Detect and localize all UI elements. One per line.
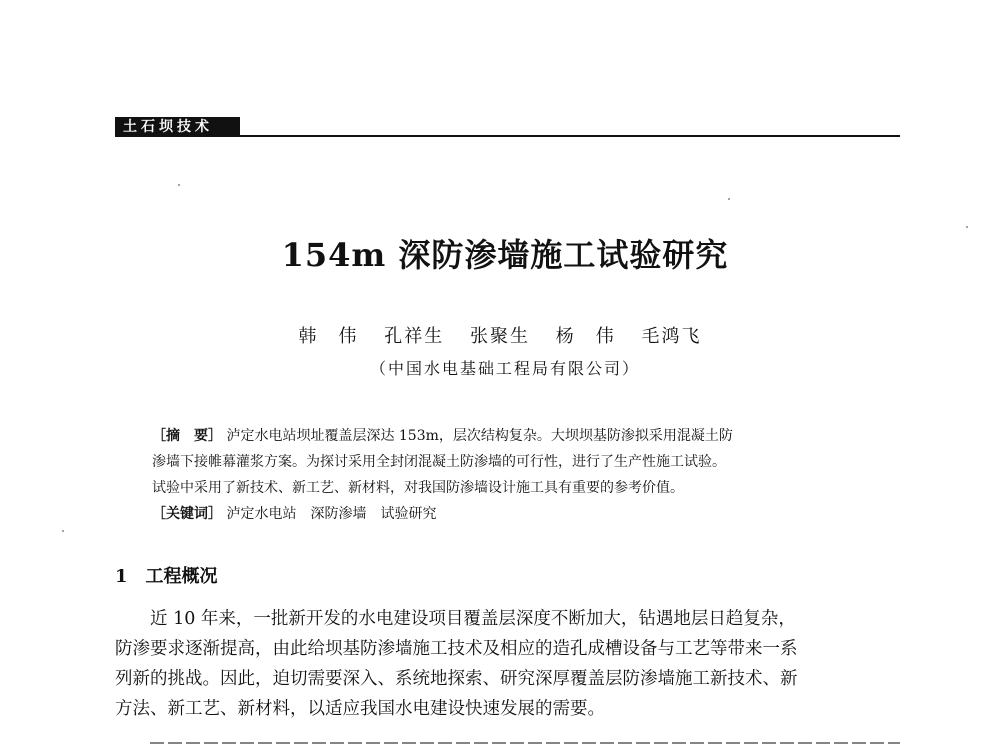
abstract-line: 试验中采用了新技术、新工艺、新材料，对我国防渗墙设计施工具有重要的参考价值。 bbox=[152, 480, 684, 496]
paper-title: 154m 深防渗墙施工试验研究 bbox=[281, 236, 729, 274]
author: 杨 伟 bbox=[555, 326, 616, 347]
author: 张聚生 bbox=[470, 326, 530, 347]
scan-speck bbox=[178, 184, 180, 186]
abstract-line: 渗墙下接帷幕灌浆方案。为探讨采用全封闭混凝土防渗墙的可行性，进行了生产性施工试验。 bbox=[152, 454, 726, 470]
section-body bbox=[115, 604, 905, 724]
scan-speck bbox=[62, 530, 64, 532]
author-list bbox=[0, 322, 1000, 348]
section-title: 工程概况 bbox=[145, 566, 218, 587]
author: 毛鸿飞 bbox=[641, 326, 702, 347]
scan-speck bbox=[728, 198, 730, 200]
section-heading bbox=[115, 562, 218, 588]
scan-speck bbox=[966, 226, 968, 228]
keywords-line bbox=[152, 501, 872, 527]
abstract-block bbox=[152, 423, 872, 527]
section-tag bbox=[115, 117, 240, 137]
author: 孔祥生 bbox=[384, 326, 445, 347]
section-number: 1 bbox=[115, 566, 128, 587]
body-line: 防渗要求逐渐提高，由此给坝基防渗墙施工技术及相应的造孔成槽设备与工艺等带来一系 bbox=[115, 639, 798, 659]
section-tag-label: 土石坝技术 bbox=[123, 119, 213, 135]
keywords-label: ［关键词］ bbox=[152, 506, 222, 522]
header-rule bbox=[238, 135, 900, 137]
body-line: 列新的挑战。因此，迫切需要深入、系统地探索、研究深厚覆盖层防渗墙施工新技术、新 bbox=[115, 669, 798, 689]
keywords-text: 泸定水电站 深防渗墙 试验研究 bbox=[226, 506, 437, 522]
abstract-line bbox=[152, 423, 872, 449]
abstract-label: ［摘 要］ bbox=[152, 428, 222, 444]
cutoff-next-line bbox=[150, 738, 900, 745]
body-line: 方法、新工艺、新材料，以适应我国水电建设快速发展的需要。 bbox=[115, 699, 605, 719]
body-line: 近 10 年来，一批新开发的水电建设项目覆盖层深度不断加大，钻遇地层日趋复杂， bbox=[150, 609, 796, 629]
abstract-text: 泸定水电站坝址覆盖层深达 153m，层次结构复杂。大坝坝基防渗拟采用混凝土防 bbox=[226, 428, 733, 444]
author: 韩 伟 bbox=[298, 326, 359, 347]
affiliation: （中国水电基础工程局有限公司） bbox=[369, 359, 640, 378]
